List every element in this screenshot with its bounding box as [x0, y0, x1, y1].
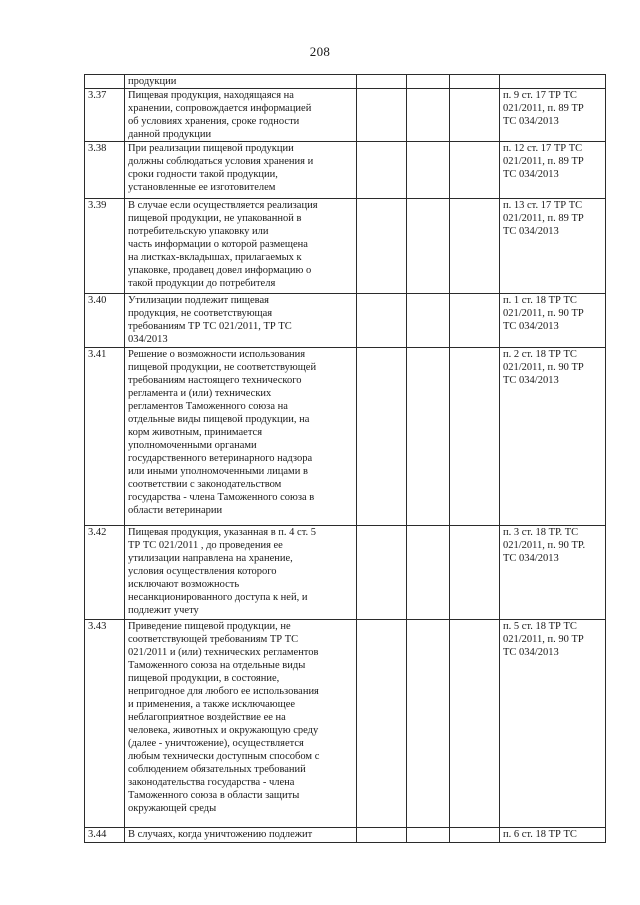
- requirement-text: В случаях, когда уничтожению подлежит: [125, 828, 357, 843]
- empty-cell: [450, 294, 500, 348]
- regulation-reference: п. 2 ст. 18 ТР ТС 021/2011, п. 90 ТР ТС 034/2013: [500, 348, 606, 526]
- empty-cell: [357, 294, 407, 348]
- empty-cell: [407, 526, 450, 620]
- requirement-text: Приведение пищевой продукции, не соответствующей требованиям ТР ТС 021/2011 и (или) технических регламентов Таможенного союза на отдельные виды пищевой продукции, в состояние, непригодное для любого ее использования и применения, а также исключающее неблагоприятное воздействие ее на человека, животных и окружающую среду (далее - уничтожение), осуществляется любым технически доступным способом с соблюдением обязательных требований законодательства государства - члена Таможенного союза в области защиты окружающей среды: [125, 620, 357, 828]
- item-number: 3.40: [85, 294, 125, 348]
- empty-cell: [407, 75, 450, 89]
- empty-cell: [450, 620, 500, 828]
- item-number: 3.42: [85, 526, 125, 620]
- empty-cell: [407, 828, 450, 843]
- empty-cell: [450, 199, 500, 294]
- item-number: 3.37: [85, 89, 125, 142]
- item-number: 3.38: [85, 142, 125, 199]
- empty-cell: [407, 89, 450, 142]
- requirement-text: Утилизации подлежит пищевая продукция, не соответствующая требованиям ТР ТС 021/2011, ТР ТС 034/2013: [125, 294, 357, 348]
- item-number: 3.44: [85, 828, 125, 843]
- empty-cell: [450, 828, 500, 843]
- requirement-text: Пищевая продукция, находящаяся на хранении, сопровождается информацией об условиях хранения, сроке годности данной продукции: [125, 89, 357, 142]
- requirement-text: продукции: [125, 75, 357, 89]
- empty-cell: [407, 348, 450, 526]
- empty-cell: [357, 89, 407, 142]
- requirements-table: [84, 74, 606, 843]
- empty-cell: [357, 828, 407, 843]
- table-row: [85, 294, 606, 348]
- regulation-reference: п. 13 ст. 17 ТР ТС 021/2011, п. 89 ТР ТС 034/2013: [500, 199, 606, 294]
- table-row: [85, 526, 606, 620]
- empty-cell: [450, 89, 500, 142]
- empty-cell: [450, 75, 500, 89]
- empty-cell: [407, 199, 450, 294]
- empty-cell: [357, 142, 407, 199]
- requirement-text: При реализации пищевой продукции должны соблюдаться условия хранения и сроки годности такой продукции, установленные ее изготовителем: [125, 142, 357, 199]
- table-row: [85, 620, 606, 828]
- table-row: [85, 348, 606, 526]
- empty-cell: [407, 142, 450, 199]
- requirement-text: В случае если осуществляется реализация пищевой продукции, не упакованной в потребительскую упаковку или часть информации о которой размещена на листках-вкладышах, прилагаемых к упаковке, продавец довел информацию о такой продукции до потребителя: [125, 199, 357, 294]
- empty-cell: [450, 526, 500, 620]
- item-number: 3.39: [85, 199, 125, 294]
- regulation-reference: п. 3 ст. 18 ТР. ТС 021/2011, п. 90 ТР. ТС 034/2013: [500, 526, 606, 620]
- item-number: 3.41: [85, 348, 125, 526]
- requirement-text: Пищевая продукция, указанная в п. 4 ст. 5 ТР ТС 021/2011 , до проведения ее утилизации направлена на хранение, условия осуществления которого исключают возможность несанкционированного доступа к ней, и подлежит учету: [125, 526, 357, 620]
- requirement-text: Решение о возможности использования пищевой продукции, не соответствующей требованиям настоящего технического регламента и (или) технических регламентов Таможенного союза на отдельные виды пищевой продукции, на корм животным, принимается уполномоченными органами государственного ветеринарного надзора или иными уполномоченными лицами в соответствии с законодательством государства - члена Таможенного союза в области ветеринарии: [125, 348, 357, 526]
- regulation-reference: п. 1 ст. 18 ТР ТС 021/2011, п. 90 ТР ТС 034/2013: [500, 294, 606, 348]
- empty-cell: [450, 142, 500, 199]
- table-row: [85, 89, 606, 142]
- regulation-reference: п. 9 ст. 17 ТР ТС 021/2011, п. 89 ТР ТС 034/2013: [500, 89, 606, 142]
- empty-cell: [450, 348, 500, 526]
- empty-cell: [407, 294, 450, 348]
- table-row: [85, 75, 606, 89]
- table-row: [85, 828, 606, 843]
- item-number: [85, 75, 125, 89]
- empty-cell: [357, 620, 407, 828]
- empty-cell: [357, 348, 407, 526]
- empty-cell: [357, 526, 407, 620]
- regulation-reference: п. 6 ст. 18 ТР ТС: [500, 828, 606, 843]
- table-row: [85, 142, 606, 199]
- table-row: [85, 199, 606, 294]
- item-number: 3.43: [85, 620, 125, 828]
- regulation-reference: [500, 75, 606, 89]
- page-number: 208: [309, 44, 331, 59]
- empty-cell: [407, 620, 450, 828]
- empty-cell: [357, 199, 407, 294]
- regulation-reference: п. 12 ст. 17 ТР ТС 021/2011, п. 89 ТР ТС 034/2013: [500, 142, 606, 199]
- regulation-reference: п. 5 ст. 18 ТР ТС 021/2011, п. 90 ТР ТС 034/2013: [500, 620, 606, 828]
- empty-cell: [357, 75, 407, 89]
